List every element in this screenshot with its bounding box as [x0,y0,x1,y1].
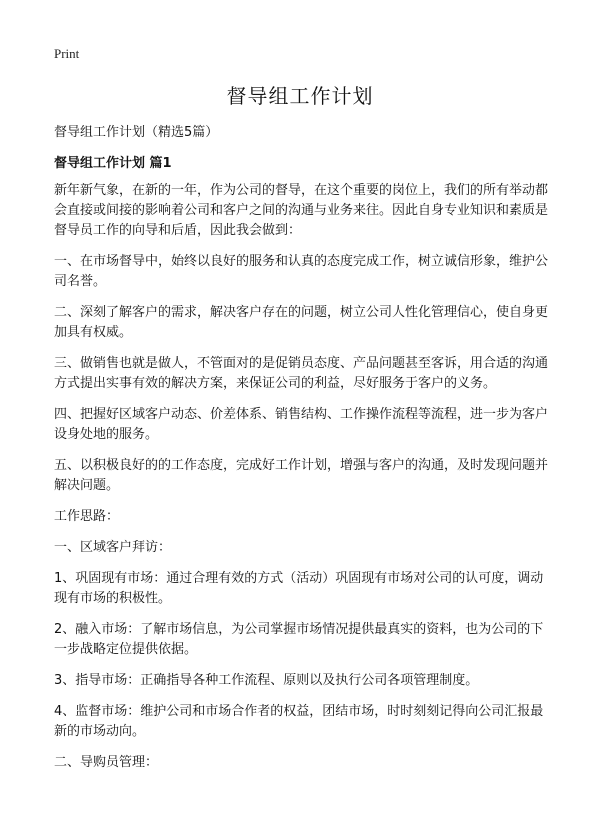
paragraph-customer-visits: 一、区域客户拜访： [54,540,172,555]
paragraph-item-4: 4、监督市场：维护公司和市场合作者的权益，团结市场，时时刻刻记得向公司汇报最新的市场动向。 [54,704,544,739]
paragraph-point-3: 三、做销售也就是做人，不管面对的是促销员态度、产品问题甚至客诉，用合适的沟通方式提出实事有效的解决方案，来保证公司的利益，尽好服务于客户的义务。 [54,356,549,391]
document-title: 督导组工作计划 [226,84,374,108]
paragraph-point-2: 二、深刻了解客户的需求，解决客户存在的问题，树立公司人性化管理信心，使自身更加具有权威。 [54,305,549,340]
paragraph-guide-management: 二、导购员管理： [54,755,159,770]
paragraph-intro: 新年新气象，在新的一年，作为公司的督导，在这个重要的岗位上，我们的所有举动都会直接或间接的影响着公司和客户之间的沟通与业务来往。因此自身专业知识和素质是督导员工作的向导和后盾，因此我会做到： [54,183,549,238]
document-subtitle: 督导组工作计划（精选5篇） [54,125,219,140]
paragraph-point-4: 四、把握好区域客户动态、价差体系、销售结构、工作操作流程等流程，进一步为客户设身处地的服务。 [54,407,549,442]
paragraph-point-5: 五、以积极良好的的工作态度，完成好工作计划，增强与客户的沟通，及时发现问题并解决问题。 [54,458,549,493]
section-heading: 督导组工作计划 篇1 [54,156,172,171]
document-body [54,181,548,784]
print-label: Print [54,46,80,61]
paragraph-item-1: 1、巩固现有市场：通过合理有效的方式（活动）巩固现有市场对公司的认可度，调动现有市场的积极性。 [54,571,544,606]
paragraph-point-1: 一、在市场督导中，始终以良好的服务和认真的态度完成工作，树立诚信形象，维护公司名誉。 [54,254,549,289]
paragraph-item-3: 3、指导市场：正确指导各种工作流程、原则以及执行公司各项管理制度。 [54,673,479,688]
paragraph-work-ideas: 工作思路： [54,509,120,524]
paragraph-item-2: 2、融入市场：了解市场信息，为公司掌握市场情况提供最真实的资料，也为公司的下一步战略定位提供依据。 [54,622,544,657]
